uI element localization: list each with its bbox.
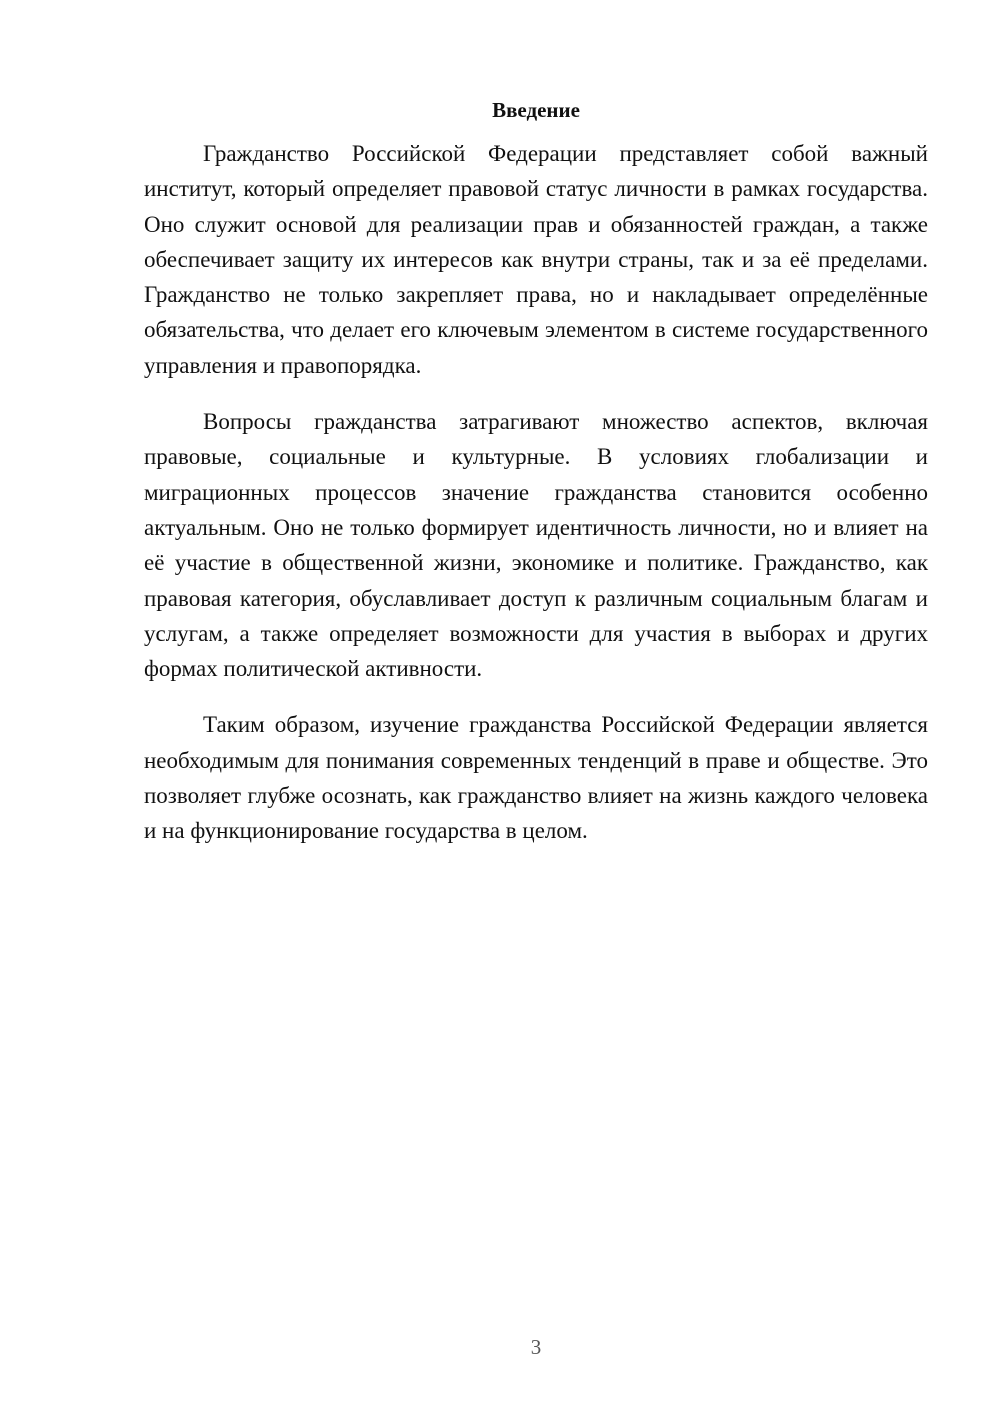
page-content <box>144 95 928 870</box>
paragraph-2: Вопросы гражданства затрагивают множество аспектов, включая правовые, социальные и культурные. В условиях глобализации и миграционных процессов значение гражданства становится особенно актуальным. Оно не только формирует идентичность личности, но и влияет на её участие в общественной жизни, экономике и политике. Гражданство, как правовая категория, обуславливает доступ к различным социальным благам и услугам, а также определяет возможности для участия в выборах и других формах политической активности. <box>144 409 928 682</box>
section-heading: Введение <box>492 98 580 122</box>
page-number: 3 <box>530 1335 542 1359</box>
paragraph-1: Гражданство Российской Федерации представляет собой важный институт, который определяет правовой статус личности в рамках государства. Оно служит основой для реализации прав и обязанностей граждан, а также обеспечивает защиту их интересов как внутри страны, так и за её пределами. Гражданство не только закрепляет права, но и накладывает определённые обязательства, что делает его ключевым элементом в системе государственного управления и правопорядка. <box>144 141 928 378</box>
paragraph-3: Таким образом, изучение гражданства Российской Федерации является необходимым для понимания современных тенденций в праве и обществе. Это позволяет глубже осознать, как гражданство влияет на жизнь каждого человека и на функционирование государства в целом. <box>144 712 928 844</box>
